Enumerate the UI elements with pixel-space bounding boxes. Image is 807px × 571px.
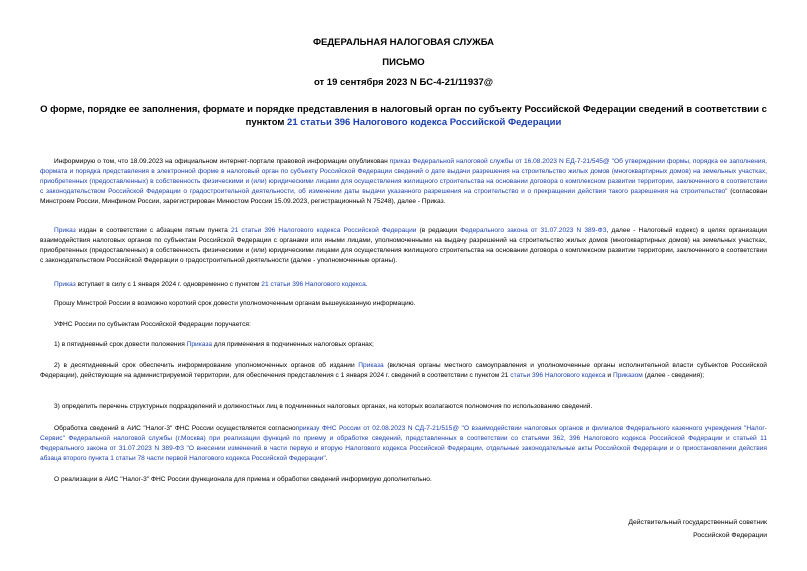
agency-name: ФЕДЕРАЛЬНАЯ НАЛОГОВАЯ СЛУЖБА [312, 37, 495, 48]
p7-text-2: (включая органы местного самоуправления и уполномоченные органы исполнительной власти субъектов Российской Федерации), действующие на администрируемой территории, для обеспечения представления с 1 января 2024 г. сведений в соответствии с пунктом 21 [40, 362, 767, 379]
p7-text-3: и [605, 372, 613, 379]
p9-text-2: . [325, 455, 328, 462]
p6-text-2: для применения в подчиненных налоговых органах; [212, 341, 374, 348]
p2-text-3: , далее - Налоговый кодекс) в целях организации взаимодействия налоговых органов по субъектам Российской Федерации с органами или иными лицами, уполномоченными на выдачу разрешений на строительство жилых домов (многоквартирных домов) на земельных участках, приобретенных (предоставленных) в собственность физическими и (или) юридическими лицами для осуществления жилищного строительства на основании договора о комплексном развитии территории, заключенного в соответствии с законодательством Российской Федерации о градостроительной деятельности (далее - уполномоченные органы). [40, 227, 767, 264]
doc-date-number: от 19 сентября 2023 N БС-4-21/11937@ [313, 77, 494, 88]
link-article-396-tax-code[interactable]: 21 статьи 396 Налогового кодекса Российской Федерации [230, 227, 417, 234]
link-prikaz[interactable]: Приказ [54, 281, 76, 288]
p7-text-4: (далее - сведения); [642, 372, 705, 379]
p7-text-1: 2) в десятидневный срок обеспечить информирование уполномоченных органов об издании [54, 362, 359, 369]
link-prikaz[interactable]: Приказ [54, 227, 76, 234]
p1-text-1: Информирую о том, что 18.09.2023 на официальном интернет-портале правовой информации опубликован [54, 158, 390, 165]
paragraph-1 [40, 157, 767, 207]
link-article-396-tax-code[interactable]: 21 статьи 396 Налогового кодекса [261, 281, 366, 288]
document-title [40, 103, 767, 129]
paragraph-8: 3) определить перечень структурных подразделений и должностных лиц в подчиненных налоговых органах, на которых возлагаются полномочия по использованию сведений. [54, 403, 593, 410]
p3-text-2: . [365, 281, 368, 288]
paragraph-10: О реализации в АИС "Налог-3" ФНС России функционала для приема и обработки сведений информирую дополнительно. [54, 476, 432, 483]
doc-type: ПИСЬМО [382, 57, 425, 68]
p9-text-1: Обработка сведений в АИС "Налог-3" ФНС России осуществляется согласно [54, 425, 296, 432]
p1-text-2: (согласован Минстроем России, Минфином России, зарегистрирован Минюстом России 15.09.2023, регистрационный N 75248), далее - Приказ. [40, 188, 767, 205]
paragraph-2 [40, 226, 767, 266]
p2-text-2: (в редакции [416, 227, 461, 234]
link-prikazom[interactable]: Приказом [612, 372, 643, 379]
paragraph-6 [40, 340, 767, 350]
p3-text-1: вступает в силу с 1 января 2024 г. одновременно с пунктом [75, 281, 262, 288]
link-federal-law-389[interactable]: Федерального закона от 31.07.2023 N 389-ФЗ [460, 227, 607, 234]
p6-text-1: 1) в пятидневный срок довести положения [54, 341, 187, 348]
signature-line-2: Российской Федерации [693, 532, 767, 539]
paragraph-3 [40, 280, 767, 290]
signature-line-1: Действительный государственный советник [628, 519, 767, 526]
title-link-article-396[interactable]: 21 статьи 396 Налогового кодекса Российской Федерации [287, 117, 562, 128]
paragraph-7 [40, 361, 767, 381]
p2-text-1: издан в соответствии с абзацем пятым пункта [75, 227, 231, 234]
paragraph-5: УФНС России по субъектам Российской Федерации поручается: [54, 321, 251, 328]
link-order-sd-7-21-515[interactable]: приказу ФНС России от 02.08.2023 N СД-7-21/515@ "О взаимодействии налоговых органов и филиалов Федерального казенного учреждения "Налог-Сервис" Федеральной налоговой службы (г.Москва) при реализации функций по приему и обработке сведений, представленных в соответствии со статьями 362, 396 Налогового кодекса Российской Федерации и статьей 11 Федерального закона от 31.07.2023 N 389-ФЗ "О внесении изменений в части первую и вторую Налогового кодекса Российской Федерации, отдельные законодательные акты Российской Федерации и о приостановлении действия абзаца второго пункта 1 статьи 78 части первой Налогового кодекса Российской Федерации" [40, 425, 768, 462]
link-order-ed-7-21-545[interactable]: приказ Федеральной налоговой службы от 16.08.2023 N ЕД-7-21/545@ "Об утверждении формы, порядка ее заполнения, формата и порядка представления в электронной форме в налоговый орган по субъекту Российской Федерации сведений о дате выдачи разрешения на строительство жилых домов (многоквартирных домов) на земельных участках, приобретенных (предоставленных) в собственность физическими и (или) юридическими лицами для осуществления жилищного строительства на основании договора о комплексном развитии территории, заключенного в соответствии с законодательством Российской Федерации о градостроительной деятельности, об изменении даты выдачи указанного разрешения на строительство и о прекращении действия такого разрешения на строительство" [40, 158, 767, 195]
link-prikaza[interactable]: Приказа [358, 362, 384, 369]
paragraph-4: Прошу Минстрой России в возможно короткий срок довести уполномоченным органам вышеуказанную информацию. [54, 300, 416, 307]
title-text: О форме, порядке ее заполнения, формате и порядке представления в налоговый орган по субъекту Российской Федерации сведений в соответствии с пунктом [40, 104, 767, 128]
link-prikaza[interactable]: Приказа [186, 341, 213, 348]
link-article-396-tax-code[interactable]: статьи 396 Налогового кодекса [510, 372, 606, 379]
paragraph-9 [40, 424, 767, 464]
